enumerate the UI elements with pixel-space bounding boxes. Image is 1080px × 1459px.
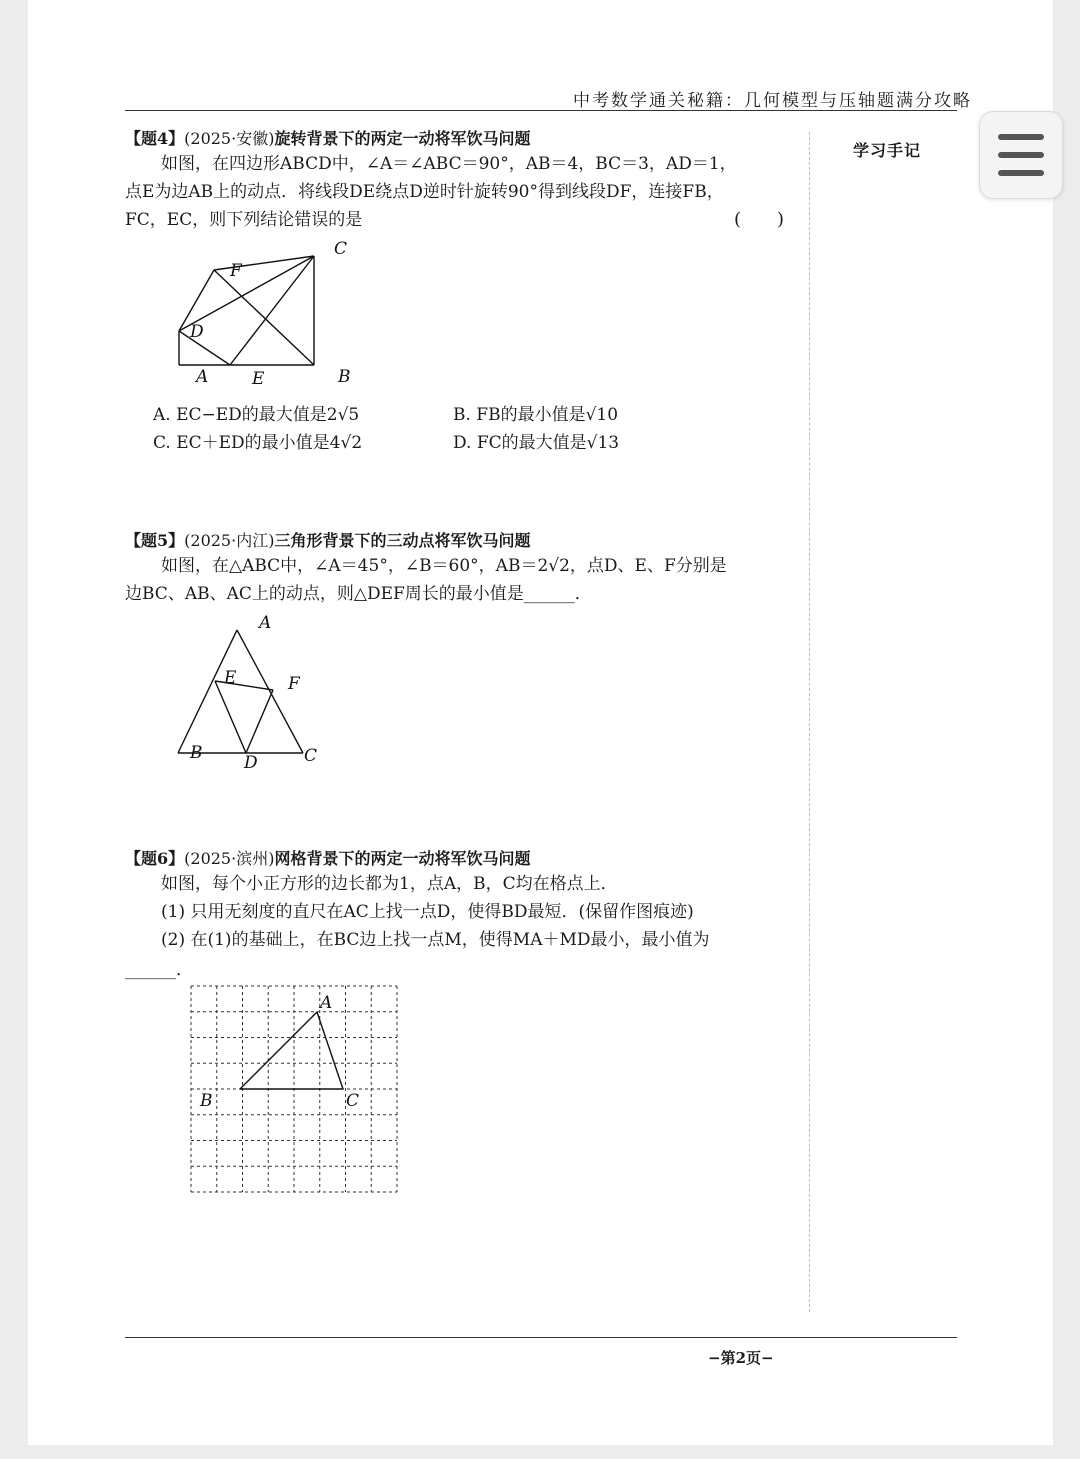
segment-fc [214,256,314,270]
segment-fd [246,690,273,753]
q4-label-d: D [190,322,204,342]
q4-option-a: A. EC−ED的最大值是2√5 [153,405,360,425]
q5-label-b: B [190,743,203,763]
q5-topic: 三角形背景下的三动点将军饮马问题 [274,531,531,550]
q4-label-b: B [338,367,351,387]
segment-de [179,331,230,365]
hamburger-menu-icon[interactable] [979,111,1063,199]
q4-label: 【题4】 [125,129,185,148]
q6-text-line1: 如图，每个小正方形的边长都为1，点A，B，C均在格点上． [161,874,618,894]
q6-grid-figure [158,980,408,1200]
q6-label: 【题6】 [125,849,185,868]
q5-source: (2025·内江) [184,531,275,550]
book-title: 中考数学通关秘籍：几何模型与压轴题满分攻略 [573,91,972,111]
segment-dc [179,256,314,331]
q4-answer-paren: ( ) [734,209,785,230]
q6-label-b: B [200,1091,213,1111]
q4-text-line2: 点E为边AB上的动点．将线段DE绕点D逆时针旋转90°得到线段DF，连接FB， [125,182,724,202]
q6-text-line3: (2) 在(1)的基础上，在BC边上找一点M，使得MA＋MD最小，最小值为 [161,930,710,950]
menu-bar [998,134,1044,140]
q5-text-line1: 如图，在△ABC中，∠A＝45°，∠B＝60°，AB＝2√2，点D、E、F分别是 [161,556,727,576]
segment-ed [215,681,246,753]
q4-heading [125,126,530,149]
q5-label-d: D [244,753,258,773]
menu-bar [998,152,1044,158]
q5-label-c: C [304,746,318,766]
q6-source: (2025·滨州) [184,849,275,868]
footer-rule [125,1337,957,1338]
study-notes-label: 学习手记 [853,141,922,160]
menu-bar [998,170,1044,176]
q4-text-line1: 如图，在四边形ABCD中，∠A＝∠ABC＝90°，AB＝4，BC＝3，AD＝1， [161,154,737,174]
header-rule [125,110,957,111]
q4-text-line3: FC，EC，则下列结论错误的是 [125,210,363,230]
q6-heading [125,846,530,869]
q6-text-line4: ______． [125,960,193,980]
page-number: −第2页− [708,1349,774,1367]
q5-label-e: E [224,668,237,688]
q4-topic: 旋转背景下的两定一动将军饮马问题 [274,129,531,148]
q4-option-b: B. FB的最小值是√10 [453,405,619,425]
q5-figure [158,610,338,775]
q4-label-a: A [196,367,209,387]
q6-topic: 网格背景下的两定一动将军饮马问题 [274,849,531,868]
q5-text-line2: 边BC、AB、AC上的动点，则△DEF周长的最小值是______． [125,584,592,604]
segment-ec [230,256,314,365]
q6-label-c: C [346,1091,360,1111]
q5-label: 【题5】 [125,531,185,550]
q5-label-a: A [259,613,272,633]
q4-source: (2025·安徽) [184,129,275,148]
q4-option-d: D. FC的最大值是√13 [453,433,620,453]
q4-label-e: E [252,369,265,389]
q4-figure [148,232,368,392]
segment-ab [240,1012,317,1089]
segment-ac [317,1012,343,1089]
q6-text-line2: (1) 只用无刻度的直尺在AC上找一点D，使得BD最短．(保留作图痕迹) [161,902,694,922]
q4-option-c: C. EC＋ED的最小值是4√2 [153,433,363,453]
q5-label-f: F [288,674,300,694]
q6-label-a: A [320,993,333,1013]
notes-divider [809,132,810,1312]
document-page [28,0,1053,1445]
q4-label-f: F [230,261,242,281]
q4-label-c: C [334,239,348,259]
q5-heading [125,528,530,551]
segment-ab [178,630,237,753]
